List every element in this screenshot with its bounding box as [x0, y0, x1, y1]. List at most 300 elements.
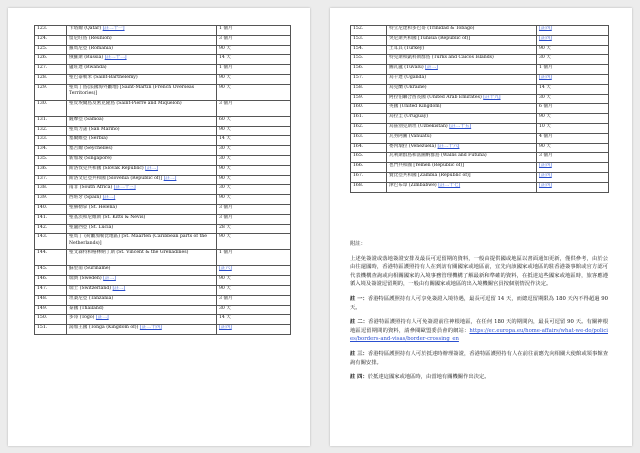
stay-duration[interactable] — [537, 26, 609, 36]
row-number: 161. — [351, 114, 387, 124]
country-cell — [387, 94, 537, 104]
country-name: 贊比亞共和國 [Zambia (Republic of)] — [389, 172, 471, 178]
footnote-link[interactable]: [註二十三] — [113, 185, 136, 191]
country-cell — [387, 153, 537, 163]
note-label: 註 四： — [350, 374, 368, 381]
row-number: 160. — [351, 104, 387, 114]
stay-duration — [217, 276, 291, 286]
stay-value: 1 個月 — [219, 26, 233, 31]
country-cell — [67, 234, 217, 250]
table-row — [35, 136, 291, 146]
row-number: 128. — [35, 74, 67, 84]
row-number: 157. — [351, 74, 387, 84]
country-name: 泰國 (Thailand) — [69, 305, 104, 311]
row-number: 148. — [35, 295, 67, 305]
stay-value: 3 個月 — [219, 214, 233, 220]
stay-value: 90 天 — [219, 126, 231, 132]
table-row — [351, 153, 609, 163]
stay-value: 90 天 — [219, 234, 231, 240]
table-row — [35, 35, 291, 45]
stay-value: 14 天 — [539, 84, 551, 90]
stay-duration — [217, 214, 291, 224]
stay-value: 30 天 — [539, 55, 551, 61]
stay-value: 3 個月 — [219, 100, 233, 106]
country-cell — [67, 65, 217, 75]
country-cell — [387, 143, 537, 153]
country-name: 新加坡 (Singapore) — [69, 155, 112, 161]
footnote-link[interactable]: [註二] — [145, 165, 158, 171]
country-name: 聖馬力諾 (San Marino) — [69, 126, 120, 132]
country-name: 瑞典 (Sweden) — [69, 276, 102, 282]
stay-duration — [217, 55, 291, 65]
country-name: 聖皮埃爾島及密克隆島 (Saint-Pierre and Miquelon) — [69, 100, 182, 106]
stay-duration — [217, 84, 291, 100]
table-row — [35, 266, 291, 276]
table-row — [351, 143, 609, 153]
country-name: 多哥 (Togo) — [69, 315, 95, 321]
table-row — [35, 295, 291, 305]
row-number: 146. — [35, 276, 67, 286]
table-row — [35, 305, 291, 315]
stay-value: 6 個月 — [539, 104, 553, 110]
country-cell — [387, 35, 537, 45]
row-number: 124. — [35, 35, 67, 45]
note-label: 註 三： — [350, 350, 368, 357]
country-name: 蘇里南 (Suriname) — [69, 266, 111, 272]
table-row — [35, 325, 291, 335]
country-cell — [67, 126, 217, 136]
row-number: 141. — [35, 214, 67, 224]
row-number: 125. — [35, 45, 67, 55]
stay-duration — [217, 175, 291, 185]
visa-table-right — [350, 25, 609, 193]
row-number: 139. — [35, 195, 67, 205]
row-number: 137. — [35, 175, 67, 185]
row-number: 165. — [351, 153, 387, 163]
table-row — [351, 133, 609, 143]
note-text: 香港特區護照持有人可免簽證前往神根地區，在任何 180 天的期間內，最長可逗留 90 天。有關神根地區逗留期間的資料，請參閱歐盟委員會的網站： — [350, 319, 608, 334]
country-name: 留尼旺島 (Reunion) — [69, 35, 112, 41]
table-row — [35, 126, 291, 136]
stay-duration[interactable] — [537, 35, 609, 45]
stay-value: 30 天 — [219, 146, 231, 152]
table-row — [351, 26, 609, 36]
stay-value: 90 天 — [539, 114, 551, 120]
footnote-link[interactable]: [註二十六] — [437, 143, 460, 149]
stay-duration — [537, 114, 609, 124]
table-row — [351, 65, 609, 75]
country-cell — [67, 55, 217, 65]
notes-heading: 附註： — [350, 241, 366, 247]
country-cell — [67, 295, 217, 305]
footnote-link[interactable]: [註二] — [112, 285, 126, 291]
row-number: 159. — [351, 94, 387, 104]
row-number: 145. — [35, 266, 67, 276]
country-cell — [387, 182, 537, 192]
country-cell — [67, 84, 217, 100]
country-name: 津巴布韋 (Zimbabwe) — [389, 182, 437, 188]
row-number: 136. — [35, 165, 67, 175]
stay-value: 90 天 — [219, 165, 231, 171]
country-name: 羅馬尼亞 (Romania) — [69, 45, 113, 51]
country-name: 斯洛文尼亞共和國 [Slovenia (Republic of)] — [69, 175, 163, 181]
row-number: 166. — [351, 163, 387, 173]
stay-duration — [217, 295, 291, 305]
country-cell — [67, 35, 217, 45]
stay-duration[interactable] — [217, 325, 291, 335]
row-number: 126. — [35, 55, 67, 65]
row-number: 155. — [351, 55, 387, 65]
country-cell — [67, 146, 217, 156]
row-number: 131. — [35, 116, 67, 126]
country-cell — [67, 305, 217, 315]
country-name: 瓦努阿圖 (Vanuatu) — [389, 133, 432, 139]
country-cell — [387, 104, 537, 114]
stay-value: 90 天 — [539, 45, 551, 51]
country-name: 薩摩亞 (Samoa) — [69, 116, 104, 122]
stay-duration — [217, 224, 291, 234]
country-name: 烏拉圭 (Uruguay) — [389, 114, 429, 120]
footnote-link[interactable]: [註二十一] — [102, 26, 125, 31]
row-number: 167. — [351, 172, 387, 182]
stay-value: 60 天 — [219, 116, 231, 122]
country-cell — [387, 45, 537, 55]
country-name: 塞爾維亞 (Serbia) — [69, 136, 108, 142]
stay-duration — [217, 315, 291, 325]
row-number: 147. — [35, 285, 67, 295]
stay-value: 3 個月 — [219, 35, 233, 41]
row-number: 135. — [35, 155, 67, 165]
country-name: 瑞士 (Switzerland) — [69, 285, 112, 291]
table-row — [35, 185, 291, 195]
stay-value: 90 天 — [219, 276, 231, 282]
country-name: 阿拉伯聯合酋長國 (United Arab Emirates) — [389, 94, 482, 100]
country-name: 南非 (South Africa) — [69, 185, 113, 191]
table-row — [35, 250, 291, 266]
table-row — [351, 123, 609, 133]
stay-duration — [217, 35, 291, 45]
country-cell — [67, 165, 217, 175]
stay-duration — [537, 94, 609, 104]
table-row — [35, 116, 291, 126]
row-number: 154. — [351, 45, 387, 55]
table-row — [35, 224, 291, 234]
stay-duration[interactable] — [217, 266, 291, 276]
row-number: 153. — [351, 35, 387, 45]
stay-duration — [537, 153, 609, 163]
stay-value: 14 天 — [219, 315, 231, 321]
country-name: 坦桑尼亞 (Tanzania) — [69, 295, 114, 301]
footnote-link[interactable]: [註四] — [539, 26, 552, 31]
row-number: 149. — [35, 305, 67, 315]
row-number: 134. — [35, 146, 67, 156]
table-row — [35, 45, 291, 55]
footnote-link[interactable]: [註四] — [219, 325, 232, 331]
country-cell — [387, 172, 537, 182]
eu-website-link[interactable]: https://ec.europa.eu/home-affairs/what-we-do/policies/borders-and-visas/border-crossing_en — [350, 327, 608, 343]
table-row — [351, 84, 609, 94]
stay-duration — [537, 84, 609, 94]
country-name: 烏茲別克斯坦 (Uzbekistan) — [389, 123, 448, 129]
footnote-link[interactable]: [註四] — [539, 163, 552, 169]
table-row — [35, 175, 291, 185]
stay-value: 1 個月 — [219, 65, 233, 71]
table-row — [35, 65, 291, 75]
stay-duration — [217, 65, 291, 75]
stay-value: 90 天 — [219, 175, 231, 181]
country-name: 聖赫勒拿 (St. Helena) — [69, 204, 117, 210]
footnote-link[interactable]: [註四] — [539, 74, 552, 80]
row-number: 138. — [35, 185, 67, 195]
stay-value: 28 天 — [219, 224, 231, 230]
country-name: 俄羅斯 (Russia) — [69, 55, 104, 61]
table-row — [35, 285, 291, 295]
footnote-link[interactable]: [註二] — [103, 276, 116, 282]
country-name: 特克斯和凱科斯群島 (Turks and Caicos Islands) — [389, 55, 494, 61]
stay-duration — [217, 285, 291, 295]
country-cell — [67, 100, 217, 116]
row-number: 163. — [351, 133, 387, 143]
stay-value: 1 個月 — [219, 250, 233, 256]
country-cell — [67, 116, 217, 126]
stay-duration — [217, 74, 291, 84]
country-name: 圖瓦盧 (Tuvalu) — [389, 65, 424, 71]
country-cell — [67, 315, 217, 325]
table-row — [35, 100, 291, 116]
country-name: 卡塔爾 (Qatar) — [69, 26, 102, 31]
stay-value: 30 天 — [219, 305, 231, 311]
row-number: 164. — [351, 143, 387, 153]
footnote-link[interactable]: [註十九] — [483, 94, 501, 100]
row-number: 142. — [35, 224, 67, 234]
country-cell — [67, 276, 217, 286]
footnote-link[interactable]: [註二十七] — [438, 182, 461, 188]
table-row — [35, 214, 291, 224]
country-name: 聖馬丁 (荷屬加勒比地區) [St. Maarten (Caribbean parts of the Netherlands)] — [69, 234, 207, 246]
country-name: 盧旺達 (Rwanda) — [69, 65, 107, 71]
country-name: 英國 (United Kingdom) — [389, 104, 442, 110]
footnote-link[interactable]: [註四] — [539, 182, 552, 188]
country-cell — [387, 26, 537, 36]
stay-duration — [537, 123, 609, 133]
table-row — [35, 26, 291, 36]
footnote-link[interactable]: [註二] — [95, 315, 109, 321]
table-row — [35, 84, 291, 100]
country-cell — [387, 133, 537, 143]
country-name: 塞舌爾 (Seychelles) — [69, 146, 113, 152]
country-cell — [67, 185, 217, 195]
row-number: 162. — [351, 123, 387, 133]
country-cell — [387, 55, 537, 65]
stay-duration — [217, 250, 291, 266]
row-number: 123. — [35, 26, 67, 36]
country-cell — [67, 250, 217, 266]
stay-duration — [217, 146, 291, 156]
stay-duration — [217, 155, 291, 165]
table-row — [35, 234, 291, 250]
note-text: 於抵達這國家或地區時，由當地有關機關作出決定。 — [367, 374, 490, 381]
footnote-link[interactable]: [註二] — [102, 195, 116, 201]
country-cell — [387, 84, 537, 94]
stay-value: 4 個月 — [539, 133, 553, 139]
country-name: 特立尼達和多巴哥 (Trinidad & Tobago) — [389, 26, 475, 31]
country-name: 瓦利斯群島和富圖納群島 (Wallis and Futuna) — [389, 153, 487, 159]
country-cell — [387, 123, 537, 133]
table-row — [351, 45, 609, 55]
stay-duration[interactable] — [537, 74, 609, 84]
table-row — [351, 172, 609, 182]
stay-duration — [217, 126, 291, 136]
country-name: 湯加王國 (Tonga (Kingdom of)) — [69, 325, 139, 331]
table-row — [35, 55, 291, 65]
footnote-link[interactable]: [註六] — [219, 266, 232, 272]
stay-value: 3 個月 — [219, 204, 233, 210]
stay-duration — [217, 195, 291, 205]
stay-value: 14 天 — [219, 136, 231, 142]
country-cell — [387, 114, 537, 124]
note-item — [350, 295, 608, 312]
note-item — [350, 318, 608, 344]
stay-duration — [217, 234, 291, 250]
country-name: 聖馬丁島(法國海外屬地) [Saint-Martin (French Overseas Territories)] — [69, 84, 195, 97]
row-number: 130. — [35, 100, 67, 116]
row-number: 144. — [35, 250, 67, 266]
footnote-link[interactable]: [註四] — [539, 172, 552, 178]
stay-duration — [217, 185, 291, 195]
notes-intro: 上述免簽證或落地簽證安排及最長可逗留期的資料，一般由提供國或地區以書面通知更新，僅供參考，由於公由往還國時，香港特區護照持有人在到訪有關國家或地區前，宜先向該國家或地區的駐香港簽事館或官方認可代表機構查詢或向相關國家的入境事務管理機構了解最新和準確的資料，在抵達這些國家或地區時，旅客應遵循入境及簽證逗留期的，一般由有關國家或地區的出入境機關官員按個別情況作決定。 — [350, 255, 608, 288]
stay-duration — [217, 26, 291, 36]
row-number: 127. — [35, 65, 67, 75]
stay-value: 10 天 — [539, 123, 551, 129]
stay-value: 30 天 — [539, 94, 551, 100]
table-row — [35, 146, 291, 156]
stay-value: 3 個月 — [539, 153, 553, 159]
note-item — [350, 350, 608, 367]
stay-duration — [217, 45, 291, 55]
note-label: 註 一： — [350, 295, 368, 302]
stay-value: 1 個月 — [539, 65, 553, 71]
footnote-link[interactable]: [註四] — [539, 35, 552, 41]
country-name: 烏干達 (Uganda) — [389, 74, 427, 80]
country-name: 也門共和國 [Yemen (Republic of)] — [389, 163, 464, 169]
footnote-link[interactable]: [註二十二] — [104, 55, 127, 61]
country-cell — [67, 136, 217, 146]
stay-duration[interactable] — [537, 172, 609, 182]
table-row — [35, 195, 291, 205]
country-cell — [387, 163, 537, 173]
country-name: 西班牙 (Spain) — [69, 195, 102, 201]
table-row — [35, 155, 291, 165]
stay-duration — [217, 165, 291, 175]
note-text: 香港特區護照持有人可享免簽證入境待遇，最長可逗留 14 天，而總逗留期限為 180 天內不得超過 90 天。 — [350, 295, 608, 311]
row-number: 156. — [351, 65, 387, 75]
stay-duration — [537, 104, 609, 114]
country-cell — [67, 266, 217, 276]
stay-duration — [537, 143, 609, 153]
stay-duration — [217, 116, 291, 126]
country-cell — [67, 45, 217, 55]
table-row — [351, 74, 609, 84]
row-number: 152. — [351, 26, 387, 36]
country-cell — [67, 74, 217, 84]
note-label: 註 二： — [350, 319, 369, 326]
document-page-left — [8, 8, 310, 446]
country-cell — [67, 155, 217, 165]
table-row — [351, 182, 609, 192]
table-row — [35, 204, 291, 214]
country-name: 聖基茨和尼維斯 (St. Kitts & Nevis) — [69, 214, 146, 220]
country-cell — [387, 65, 537, 75]
stay-value: 3 個月 — [219, 295, 233, 301]
stay-duration — [537, 45, 609, 55]
row-number: 158. — [351, 84, 387, 94]
country-cell — [67, 26, 217, 36]
stay-duration — [217, 136, 291, 146]
country-cell — [67, 214, 217, 224]
row-number: 133. — [35, 136, 67, 146]
stay-value: 30 天 — [219, 155, 231, 161]
country-cell — [67, 195, 217, 205]
table-row — [35, 315, 291, 325]
stay-duration[interactable] — [537, 163, 609, 173]
row-number: 140. — [35, 204, 67, 214]
table-row — [351, 104, 609, 114]
country-name: 斯洛伐克共和國 (Slovak Republic) — [69, 165, 144, 171]
country-cell — [67, 204, 217, 214]
row-number: 129. — [35, 84, 67, 100]
stay-value: 90 天 — [219, 195, 231, 201]
stay-duration — [537, 55, 609, 65]
row-number: 151. — [35, 325, 67, 335]
country-name: 聖盧西亞 (St. Lucia) — [69, 224, 114, 230]
stay-duration — [217, 204, 291, 214]
table-row — [351, 35, 609, 45]
country-name: 烏克蘭 (Ukraine) — [389, 84, 427, 90]
table-row — [351, 55, 609, 65]
table-row — [351, 163, 609, 173]
country-cell — [67, 224, 217, 234]
table-row — [35, 74, 291, 84]
stay-value: 14 天 — [219, 55, 231, 61]
note-text: 香港特區護照持有人可於抵達時辦理簽證，香港特區護照持有人在前往前應先向相關大使館或領事館查詢有關安排。 — [350, 350, 608, 366]
stay-duration — [537, 65, 609, 75]
stay-duration[interactable] — [537, 182, 609, 192]
footnote-link[interactable]: [註二十五] — [449, 123, 472, 129]
row-number: 143. — [35, 234, 67, 250]
country-name: 聖文森特和格林納丁斯 (St. Vincent & the Grenadines) — [69, 250, 189, 256]
stay-duration — [217, 100, 291, 116]
table-row — [351, 94, 609, 104]
footnote-link[interactable]: [註二十四] — [139, 325, 162, 331]
document-page-right — [330, 8, 632, 446]
country-name: 委內瑞拉 (Venezuela) — [389, 143, 437, 149]
footnote-link[interactable]: [註二] — [425, 65, 438, 71]
row-number: 150. — [35, 315, 67, 325]
stay-value: 90 天 — [219, 84, 231, 90]
country-name: 突尼斯共和國 [Tunisia (Republic of)] — [389, 35, 471, 41]
country-name: 聖巴泰勒米 (Saint-Barthelemy) — [69, 74, 138, 80]
country-cell — [387, 74, 537, 84]
stay-value: 90 天 — [219, 74, 231, 80]
country-name: 土耳其 (Turkey) — [389, 45, 425, 51]
country-cell — [67, 285, 217, 295]
table-row — [351, 114, 609, 124]
country-cell — [67, 175, 217, 185]
footnote-link[interactable]: [註二] — [163, 175, 177, 181]
table-row — [35, 165, 291, 175]
note-item — [350, 373, 608, 382]
table-row — [35, 276, 291, 286]
